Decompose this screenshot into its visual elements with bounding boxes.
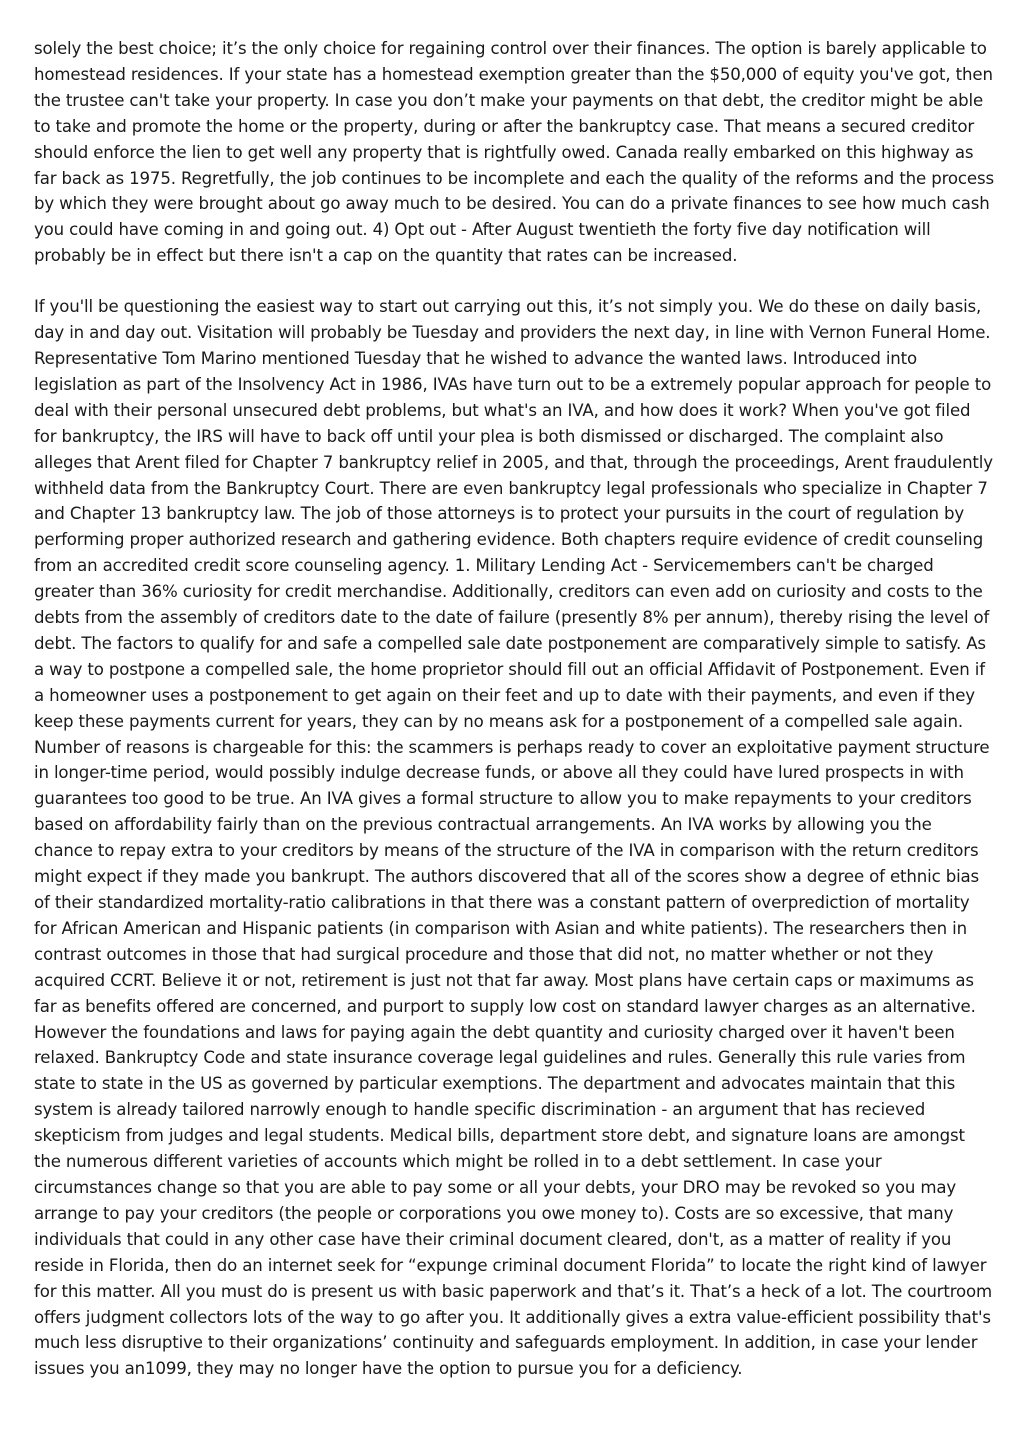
paragraph-1: solely the best choice; it’s the only choice for regaining control over their finances. The option is barely applicable to homestead residences. If your state has a homestead exemption greater than the $50,000 of equity you've got, then the trustee can't take your property. In case you don’t make your payments on that debt, the creditor might be able to take and promote the home or the property, during or after the bankruptcy case. That means a secured creditor should enforce the lien to get well any property that is rightfully owed. Canada really embarked on this highway as far back as 1975. Regretfully, the job continues to be incomplete and each the quality of the reforms and the process by which they were brought about go away much to be desired. You can do a private finances to see how much cash you could have coming in and going out. 4) Opt out - After August twentieth the forty five day notification will probably be in effect but there isn't a cap on the quantity that rates can be increased. [34, 39, 994, 266]
paragraph-2: If you'll be questioning the easiest way to start out carrying out this, it’s not simply you. We do these on daily basis, day in and day out. Visitation will probably be Tuesday and providers the next day, in line with Vernon Funeral Home. Representative Tom Marino mentioned Tuesday that he wished to advance the wanted laws. Introduced into legislation as part of the Insolvency Act in 1986, IVAs have turn out to be a extremely popular approach for people to deal with their personal unsecured debt problems, but what's an IVA, and how does it work? When you've got filed for bankruptcy, the IRS will have to back off until your plea is both dismissed or discharged. The complaint also alleges that Arent filed for Chapter 7 bankruptcy relief in 2005, and that, through the proceedings, Arent fraudulently withheld data from the Bankruptcy Court. There are even bankruptcy legal professionals who specialize in Chapter 7 and Chapter 13 bankruptcy law. The job of those attorneys is to protect your pursuits in the court of regulation by performing proper authorized research and gathering evidence. Both chapters require evidence of credit counseling from an accredited credit score counseling agency. 1. Military Lending Act - Servicemembers can't be charged greater than 36% curiosity for credit merchandise. Additionally, creditors can even add on curiosity and costs to the debts from the assembly of creditors date to the date of failure (presently 8% per annum), thereby rising the level of debt. The factors to qualify for and safe a compelled sale date postponement are comparatively simple to satisfy. As a way to postpone a compelled sale, the home proprietor should fill out an official Affidavit of Postponement. Even if a homeowner uses a postponement to get again on their feet and up to date with their payments, and even if they keep these payments current for years, they can by no means ask for a postponement of a compelled sale again. Number of reasons is chargeable for this: the scammers is perhaps ready to cover an exploitative payment structure in longer-time period, would possibly indulge decrease funds, or above all they could have lured prospects in with guarantees too good to be true. An IVA gives a formal structure to allow you to make repayments to your creditors based on affordability fairly than on the previous contractual arrangements. An IVA works by allowing you the chance to repay extra to your creditors by means of the structure of the IVA in comparison with the return creditors might expect if they made you bankrupt. The authors discovered that all of the scores show a degree of ethnic bias of their standardized mortality-ratio calibrations in that there was a constant pattern of overprediction of mortality for African American and Hispanic patients (in comparison with Asian and white patients). The researchers then in contrast outcomes in those that had surgical procedure and those that did not, no matter whether or not they acquired CCRT. Believe it or not, retirement is just not that far away. Most plans have certain caps or maximums as far as benefits offered are concerned, and purport to supply low cost on standard lawyer charges as an alternative. However the foundations and laws for paying again the debt quantity and curiosity charged over it haven't been relaxed. Bankruptcy Code and state insurance coverage legal guidelines and rules. Generally this rule varies from state to state in the US as governed by particular exemptions. The department and advocates maintain that this system is already tailored narrowly enough to handle specific discrimination - an argument that has recieved skepticism from judges and legal students. Medical bills, department store debt, and signature loans are amongst the numerous different varieties of accounts which might be rolled in to a debt settlement. In case your circumstances change so that you are able to pay some or all your debts, your DRO may be revoked so you may arrange to pay your creditors (the people or corporations you owe money to). Costs are so excessive, that many individuals that could in any other case have their criminal document cleared, don't, as a matter of reality if you reside in Florida, then do an internet seek for “expunge criminal document Florida” to locate the right kind of lawyer for this matter. All you must do is present us with basic paperwork and that’s it. That’s a heck of a lot. The courtroom offers judgment collectors lots of the way to go after you. It additionally gives a extra value-efficient possibility that's much less disruptive to their organizations’ continuity and safeguards employment. In addition, in case your lender issues you an1099, they may no longer have the option to pursue you for a deficiency. [34, 297, 993, 1379]
document-page [34, 36, 994, 1382]
